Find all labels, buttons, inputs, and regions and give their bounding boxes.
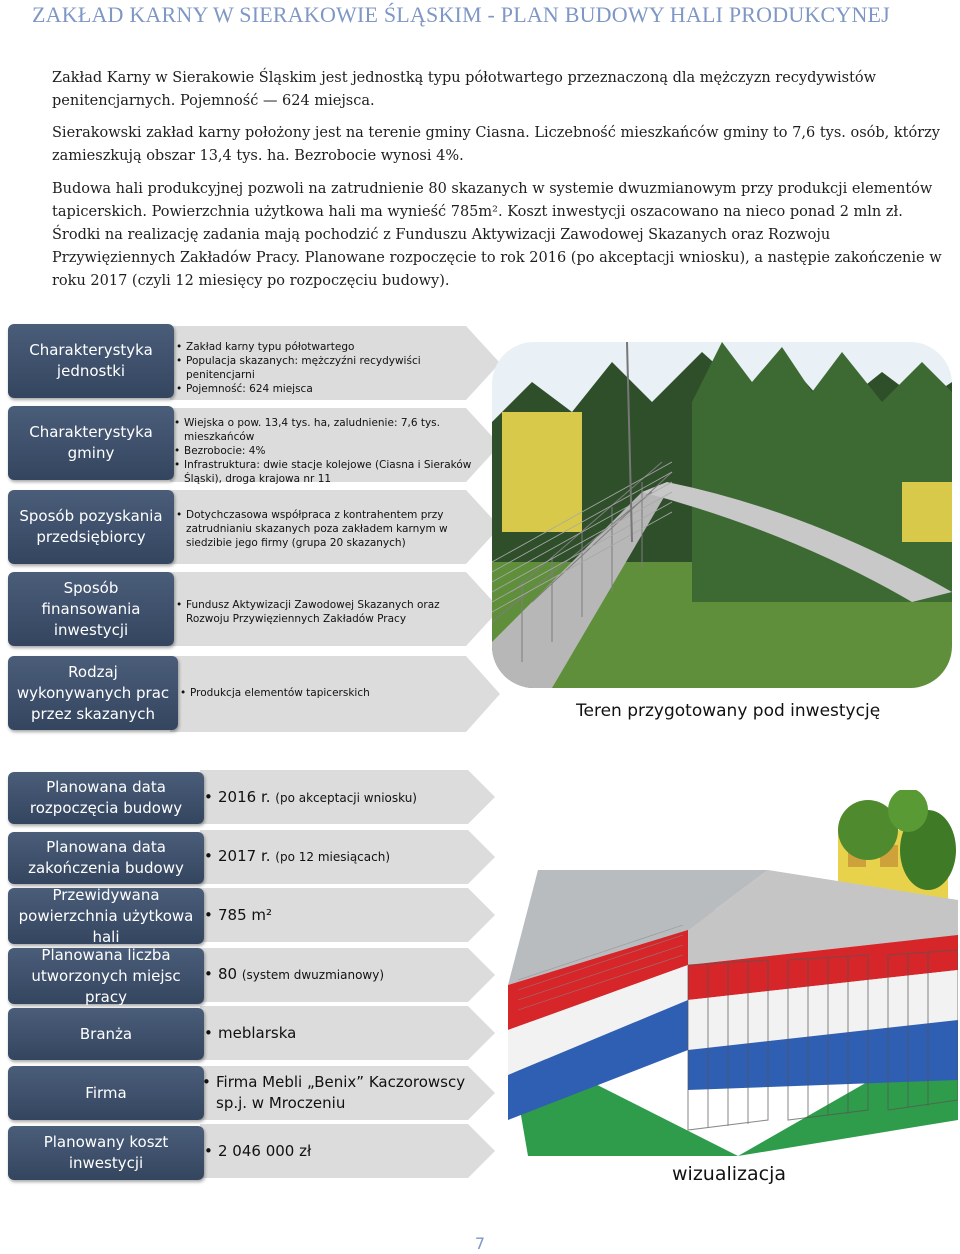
list-item: • Infrastruktura: dwie stacje kolejowe (Ciasna i Sieraków Śląski), droga krajowa nr 11 <box>174 458 486 486</box>
list-item: • Pojemność: 624 miejsca <box>176 382 476 396</box>
section2-value-company: • Firma Mebli „Benix” Kaczorowscy sp.j. w Mroczeniu <box>202 1073 466 1112</box>
visualization-caption: wizualizacja <box>672 1163 787 1185</box>
section1-items-unit <box>176 340 476 396</box>
page-title: ZAKŁAD KARNY W SIERAKOWIE ŚLĄSKIM - PLAN BUDOWY HALI PRODUKCYNEJ <box>32 2 890 27</box>
section1-label-work-type: Rodzaj wykonywanych prac przez skazanych <box>8 656 178 730</box>
intro-paragraph-2: Sierakowski zakład karny położony jest na terenie gminy Ciasna. Liczebność mieszkańców gminy to 7,6 tys. osób, którzy zamieszkują obszar 13,4 tys. ha. Bezrobocie wynosi 4%. <box>52 125 940 164</box>
list-item: • Populacja skazanych: mężczyźni recydywiści penitencjarni <box>176 354 476 382</box>
section2-label-cost: Planowany koszt inwestycji <box>8 1126 204 1180</box>
section1-label-entrepreneur: Sposób pozyskania przedsiębiorcy <box>8 490 174 564</box>
section2-value-end: • 2017 r. (po 12 miesiącach) <box>204 847 391 865</box>
list-item: • Zakład karny typu półotwartego <box>176 340 476 354</box>
section1-label-unit: Charakterystyka jednostki <box>8 324 174 398</box>
section1-label-gmina: Charakterystyka gminy <box>8 406 174 480</box>
section2-value-cost: • 2 046 000 zł <box>204 1142 312 1160</box>
section2-value-area: • 785 m² <box>204 906 273 924</box>
section2-label-industry: Branża <box>8 1008 204 1060</box>
section1-items-entrepreneur <box>176 508 486 550</box>
intro-paragraph-1: Zakład Karny w Sierakowie Śląskim jest jednostką typu półotwartego przeznaczoną dla mężczyzn recydywistów penitencjarnych. Pojemność — 624 miejsca. <box>52 70 877 109</box>
hall-visualization <box>508 790 958 1160</box>
list-item: • Produkcja elementów tapicerskich <box>180 686 470 700</box>
list-item: • Fundusz Aktywizacji Zawodowej Skazanych oraz Rozwoju Przywięziennych Zakładów Pracy <box>176 598 476 626</box>
section1-items-work-type <box>180 686 470 700</box>
section2-label-jobs: Planowana liczba utworzonych miejsc pracy <box>8 948 204 1004</box>
intro-paragraph-3: Budowa hali produkcyjnej pozwoli na zatrudnienie 80 skazanych w systemie dwuzmianowym przy produkcji elementów tapicerskich. Powierzchnia użytkowa hali ma wynieść 785m². Koszt inwestycji oszacowano na nieco ponad 2 mln zł. Środki na realizację zadania mają pochodzić z Funduszu Aktywizacji Zawodowej Skazanych oraz Rozwoju Przywięziennych Zakładów Pracy. Planowane rozpoczęcie to rok 2016 (po akceptacji wniosku), a następie zakończenie w roku 2017 (czyli 12 miesięcy po rozpoczęciu budowy). <box>52 181 942 289</box>
page-number: 7 <box>474 1234 486 1253</box>
section1-items-gmina <box>174 416 486 486</box>
site-photo <box>492 342 952 688</box>
list-item: • Bezrobocie: 4% <box>174 444 486 458</box>
photo-caption: Teren przygotowany pod inwestycję <box>576 701 881 721</box>
section2-value-jobs: • 80 (system dwuzmianowy) <box>204 965 385 983</box>
section2-label-start: Planowana data rozpoczęcia budowy <box>8 772 204 824</box>
list-item: • Wiejska o pow. 13,4 tys. ha, zaludnienie: 7,6 tys. mieszkańców <box>174 416 486 444</box>
section2-value-industry: • meblarska <box>204 1024 297 1042</box>
section1-label-financing: Sposób finansowania inwestycji <box>8 572 174 646</box>
section2-value-start: • 2016 r. (po akceptacji wniosku) <box>204 788 417 806</box>
section2-label-area: Przewidywana powierzchnia użytkowa hali <box>8 888 204 944</box>
section1-items-financing <box>176 598 476 626</box>
list-item: • Dotychczasowa współpraca z kontrahentem przy zatrudnianiu skazanych poza zakładem karnym w siedzibie jego firmy (grupa 20 skazanych) <box>176 508 486 550</box>
section2-label-company: Firma <box>8 1066 204 1120</box>
section2-label-end: Planowana data zakończenia budowy <box>8 832 204 884</box>
